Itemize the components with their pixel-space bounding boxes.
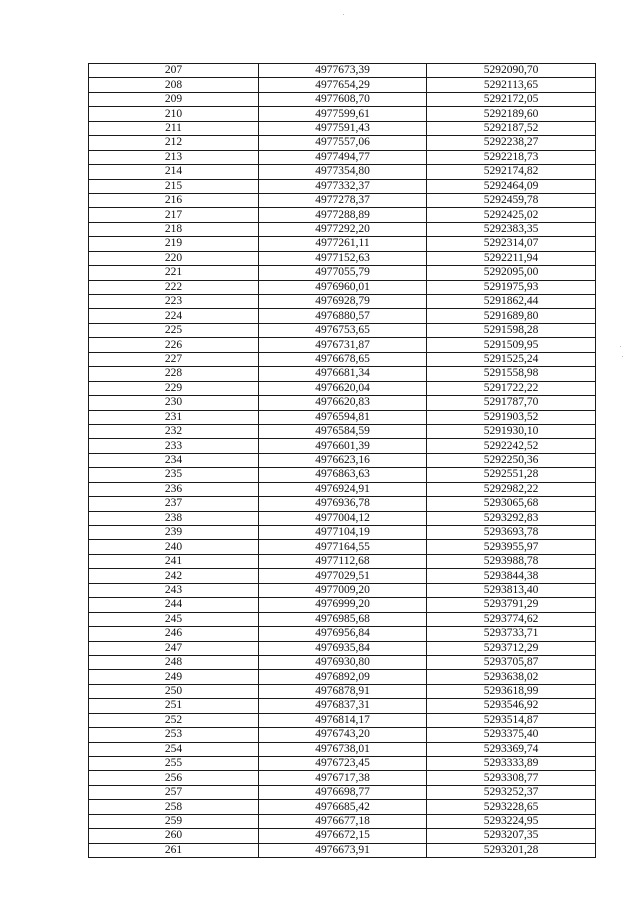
- point-number-cell: 251: [89, 699, 259, 713]
- y-coordinate-cell: 5293712,29: [427, 641, 596, 655]
- x-coordinate-cell: 4977673,39: [259, 64, 427, 78]
- point-number-cell: 237: [89, 497, 259, 511]
- y-coordinate-cell: 5291787,70: [427, 396, 596, 410]
- y-coordinate-cell: 5291598,28: [427, 323, 596, 337]
- point-number-cell: 227: [89, 352, 259, 366]
- point-number-cell: 241: [89, 554, 259, 568]
- x-coordinate-cell: 4977608,70: [259, 92, 427, 106]
- x-coordinate-cell: 4976594,81: [259, 410, 427, 424]
- point-number-cell: 246: [89, 627, 259, 641]
- y-coordinate-cell: 5293693,78: [427, 526, 596, 540]
- x-coordinate-cell: 4976620,04: [259, 381, 427, 395]
- y-coordinate-cell: 5292425,02: [427, 208, 596, 222]
- y-coordinate-cell: 5293308,77: [427, 771, 596, 785]
- x-coordinate-cell: 4976999,20: [259, 598, 427, 612]
- table-row: [89, 193, 596, 207]
- x-coordinate-cell: 4976956,84: [259, 627, 427, 641]
- point-number-cell: 252: [89, 713, 259, 727]
- y-coordinate-cell: 5292172,05: [427, 92, 596, 106]
- y-coordinate-cell: 5292551,28: [427, 468, 596, 482]
- table-row: [89, 453, 596, 467]
- table-row: [89, 280, 596, 294]
- point-number-cell: 236: [89, 482, 259, 496]
- y-coordinate-cell: 5293638,02: [427, 670, 596, 684]
- x-coordinate-cell: 4977591,43: [259, 121, 427, 135]
- x-coordinate-cell: 4977261,11: [259, 237, 427, 251]
- y-coordinate-cell: 5292238,27: [427, 136, 596, 150]
- table-row: [89, 323, 596, 337]
- x-coordinate-cell: 4977055,79: [259, 266, 427, 280]
- table-row: [89, 583, 596, 597]
- point-number-cell: 225: [89, 323, 259, 337]
- x-coordinate-cell: 4977278,37: [259, 193, 427, 207]
- point-number-cell: 209: [89, 92, 259, 106]
- point-number-cell: 212: [89, 136, 259, 150]
- point-number-cell: 253: [89, 728, 259, 742]
- y-coordinate-cell: 5291862,44: [427, 295, 596, 309]
- table-row: [89, 237, 596, 251]
- x-coordinate-cell: 4976743,20: [259, 728, 427, 742]
- point-number-cell: 230: [89, 396, 259, 410]
- x-coordinate-cell: 4976924,91: [259, 482, 427, 496]
- x-coordinate-cell: 4976731,87: [259, 338, 427, 352]
- point-number-cell: 219: [89, 237, 259, 251]
- point-number-cell: 217: [89, 208, 259, 222]
- x-coordinate-cell: 4976677,18: [259, 814, 427, 828]
- table-row: [89, 78, 596, 92]
- table-row: [89, 150, 596, 164]
- point-number-cell: 243: [89, 583, 259, 597]
- y-coordinate-cell: 5293955,97: [427, 540, 596, 554]
- table-row: [89, 352, 596, 366]
- y-coordinate-cell: 5293733,71: [427, 627, 596, 641]
- x-coordinate-cell: 4976837,31: [259, 699, 427, 713]
- y-coordinate-cell: 5292095,00: [427, 266, 596, 280]
- table-row: [89, 814, 596, 828]
- table-row: [89, 598, 596, 612]
- point-number-cell: 215: [89, 179, 259, 193]
- x-coordinate-cell: 4976723,45: [259, 757, 427, 771]
- y-coordinate-cell: 5293844,38: [427, 569, 596, 583]
- point-number-cell: 254: [89, 742, 259, 756]
- table-row: [89, 121, 596, 135]
- point-number-cell: 213: [89, 150, 259, 164]
- point-number-cell: 240: [89, 540, 259, 554]
- table-row: [89, 684, 596, 698]
- x-coordinate-cell: 4976985,68: [259, 612, 427, 626]
- table-row: [89, 497, 596, 511]
- point-number-cell: 220: [89, 251, 259, 265]
- table-row: [89, 208, 596, 222]
- y-coordinate-cell: 5291903,52: [427, 410, 596, 424]
- x-coordinate-cell: 4976601,39: [259, 439, 427, 453]
- y-coordinate-cell: 5292383,35: [427, 222, 596, 236]
- x-coordinate-cell: 4976892,09: [259, 670, 427, 684]
- y-coordinate-cell: 5292174,82: [427, 165, 596, 179]
- table-row: [89, 136, 596, 150]
- table-row: [89, 64, 596, 78]
- y-coordinate-cell: 5293546,92: [427, 699, 596, 713]
- table-row: [89, 381, 596, 395]
- x-coordinate-cell: 4977152,63: [259, 251, 427, 265]
- x-coordinate-cell: 4976698,77: [259, 785, 427, 799]
- table-row: [89, 829, 596, 843]
- x-coordinate-cell: 4976878,91: [259, 684, 427, 698]
- y-coordinate-cell: 5293228,65: [427, 800, 596, 814]
- x-coordinate-cell: 4976880,57: [259, 309, 427, 323]
- x-coordinate-cell: 4977004,12: [259, 511, 427, 525]
- point-number-cell: 255: [89, 757, 259, 771]
- point-number-cell: 235: [89, 468, 259, 482]
- y-coordinate-cell: 5293618,99: [427, 684, 596, 698]
- point-number-cell: 223: [89, 295, 259, 309]
- table-row: [89, 757, 596, 771]
- y-coordinate-cell: 5293813,40: [427, 583, 596, 597]
- y-coordinate-cell: 5293333,89: [427, 757, 596, 771]
- table-row: [89, 410, 596, 424]
- x-coordinate-cell: 4977332,37: [259, 179, 427, 193]
- y-coordinate-cell: 5291722,22: [427, 381, 596, 395]
- table-row: [89, 424, 596, 438]
- table-row: [89, 511, 596, 525]
- y-coordinate-cell: 5293774,62: [427, 612, 596, 626]
- point-number-cell: 238: [89, 511, 259, 525]
- point-number-cell: 242: [89, 569, 259, 583]
- scan-speck: [343, 14, 344, 15]
- x-coordinate-cell: 4977292,20: [259, 222, 427, 236]
- x-coordinate-cell: 4977009,20: [259, 583, 427, 597]
- y-coordinate-cell: 5291975,93: [427, 280, 596, 294]
- y-coordinate-cell: 5292314,07: [427, 237, 596, 251]
- point-number-cell: 224: [89, 309, 259, 323]
- point-number-cell: 260: [89, 829, 259, 843]
- point-number-cell: 207: [89, 64, 259, 78]
- y-coordinate-cell: 5293705,87: [427, 655, 596, 669]
- point-number-cell: 245: [89, 612, 259, 626]
- y-coordinate-cell: 5292242,52: [427, 439, 596, 453]
- y-coordinate-cell: 5291509,95: [427, 338, 596, 352]
- point-number-cell: 234: [89, 453, 259, 467]
- x-coordinate-cell: 4976678,65: [259, 352, 427, 366]
- x-coordinate-cell: 4976584,59: [259, 424, 427, 438]
- point-number-cell: 229: [89, 381, 259, 395]
- point-number-cell: 233: [89, 439, 259, 453]
- point-number-cell: 247: [89, 641, 259, 655]
- table-row: [89, 742, 596, 756]
- point-number-cell: 208: [89, 78, 259, 92]
- table-row: [89, 309, 596, 323]
- point-number-cell: 214: [89, 165, 259, 179]
- x-coordinate-cell: 4976623,16: [259, 453, 427, 467]
- point-number-cell: 232: [89, 424, 259, 438]
- y-coordinate-cell: 5293065,68: [427, 497, 596, 511]
- y-coordinate-cell: 5292211,94: [427, 251, 596, 265]
- y-coordinate-cell: 5293514,87: [427, 713, 596, 727]
- table-row: [89, 165, 596, 179]
- y-coordinate-cell: 5293791,29: [427, 598, 596, 612]
- x-coordinate-cell: 4976936,78: [259, 497, 427, 511]
- table-row: [89, 92, 596, 106]
- x-coordinate-cell: 4976930,80: [259, 655, 427, 669]
- table-row: [89, 266, 596, 280]
- y-coordinate-cell: 5292982,22: [427, 482, 596, 496]
- table-row: [89, 569, 596, 583]
- table-row: [89, 179, 596, 193]
- table-row: [89, 670, 596, 684]
- table-row: [89, 612, 596, 626]
- x-coordinate-cell: 4976717,38: [259, 771, 427, 785]
- point-number-cell: 257: [89, 785, 259, 799]
- point-number-cell: 210: [89, 107, 259, 121]
- x-coordinate-cell: 4976753,65: [259, 323, 427, 337]
- y-coordinate-cell: 5292187,52: [427, 121, 596, 135]
- table-row: [89, 396, 596, 410]
- point-number-cell: 250: [89, 684, 259, 698]
- x-coordinate-cell: 4977494,77: [259, 150, 427, 164]
- table-row: [89, 222, 596, 236]
- point-number-cell: 256: [89, 771, 259, 785]
- scan-speck: [620, 346, 621, 347]
- table-row: [89, 251, 596, 265]
- point-number-cell: 218: [89, 222, 259, 236]
- y-coordinate-cell: 5291525,24: [427, 352, 596, 366]
- y-coordinate-cell: 5292113,65: [427, 78, 596, 92]
- table-row: [89, 107, 596, 121]
- table-row: [89, 482, 596, 496]
- x-coordinate-cell: 4976738,01: [259, 742, 427, 756]
- y-coordinate-cell: 5292464,09: [427, 179, 596, 193]
- y-coordinate-cell: 5292250,36: [427, 453, 596, 467]
- y-coordinate-cell: 5292090,70: [427, 64, 596, 78]
- x-coordinate-cell: 4976672,15: [259, 829, 427, 843]
- x-coordinate-cell: 4976935,84: [259, 641, 427, 655]
- table-row: [89, 800, 596, 814]
- x-coordinate-cell: 4977112,68: [259, 554, 427, 568]
- y-coordinate-cell: 5293988,78: [427, 554, 596, 568]
- y-coordinate-cell: 5292189,60: [427, 107, 596, 121]
- point-number-cell: 221: [89, 266, 259, 280]
- x-coordinate-cell: 4977654,29: [259, 78, 427, 92]
- point-number-cell: 226: [89, 338, 259, 352]
- table-row: [89, 728, 596, 742]
- y-coordinate-cell: 5292218,73: [427, 150, 596, 164]
- point-number-cell: 222: [89, 280, 259, 294]
- y-coordinate-cell: 5291930,10: [427, 424, 596, 438]
- point-number-cell: 248: [89, 655, 259, 669]
- y-coordinate-cell: 5291558,98: [427, 367, 596, 381]
- x-coordinate-cell: 4976928,79: [259, 295, 427, 309]
- x-coordinate-cell: 4977288,89: [259, 208, 427, 222]
- point-number-cell: 244: [89, 598, 259, 612]
- x-coordinate-cell: 4977029,51: [259, 569, 427, 583]
- y-coordinate-cell: 5293292,83: [427, 511, 596, 525]
- y-coordinate-cell: 5293369,74: [427, 742, 596, 756]
- table-row: [89, 713, 596, 727]
- y-coordinate-cell: 5291689,80: [427, 309, 596, 323]
- table-row: [89, 641, 596, 655]
- table-row: [89, 627, 596, 641]
- x-coordinate-cell: 4976681,34: [259, 367, 427, 381]
- table-row: [89, 785, 596, 799]
- x-coordinate-cell: 4976960,01: [259, 280, 427, 294]
- x-coordinate-cell: 4977354,80: [259, 165, 427, 179]
- y-coordinate-cell: 5293224,95: [427, 814, 596, 828]
- y-coordinate-cell: 5292459,78: [427, 193, 596, 207]
- x-coordinate-cell: 4977599,61: [259, 107, 427, 121]
- point-number-cell: 258: [89, 800, 259, 814]
- y-coordinate-cell: 5293252,37: [427, 785, 596, 799]
- table-row: [89, 468, 596, 482]
- table-row: [89, 843, 596, 857]
- y-coordinate-cell: 5293375,40: [427, 728, 596, 742]
- table-row: [89, 554, 596, 568]
- table-row: [89, 655, 596, 669]
- coordinates-table: [88, 63, 596, 858]
- x-coordinate-cell: 4977557,06: [259, 136, 427, 150]
- x-coordinate-cell: 4976863,63: [259, 468, 427, 482]
- table-row: [89, 338, 596, 352]
- x-coordinate-cell: 4976673,91: [259, 843, 427, 857]
- coordinates-table-body: [89, 64, 596, 858]
- point-number-cell: 211: [89, 121, 259, 135]
- table-row: [89, 699, 596, 713]
- scan-speck: [622, 356, 623, 357]
- table-row: [89, 295, 596, 309]
- x-coordinate-cell: 4976620,83: [259, 396, 427, 410]
- y-coordinate-cell: 5293207,35: [427, 829, 596, 843]
- table-row: [89, 526, 596, 540]
- y-coordinate-cell: 5293201,28: [427, 843, 596, 857]
- x-coordinate-cell: 4976685,42: [259, 800, 427, 814]
- table-row: [89, 771, 596, 785]
- point-number-cell: 259: [89, 814, 259, 828]
- table-row: [89, 540, 596, 554]
- x-coordinate-cell: 4977164,55: [259, 540, 427, 554]
- x-coordinate-cell: 4976814,17: [259, 713, 427, 727]
- point-number-cell: 239: [89, 526, 259, 540]
- table-row: [89, 367, 596, 381]
- point-number-cell: 249: [89, 670, 259, 684]
- point-number-cell: 228: [89, 367, 259, 381]
- point-number-cell: 261: [89, 843, 259, 857]
- point-number-cell: 216: [89, 193, 259, 207]
- x-coordinate-cell: 4977104,19: [259, 526, 427, 540]
- table-row: [89, 439, 596, 453]
- point-number-cell: 231: [89, 410, 259, 424]
